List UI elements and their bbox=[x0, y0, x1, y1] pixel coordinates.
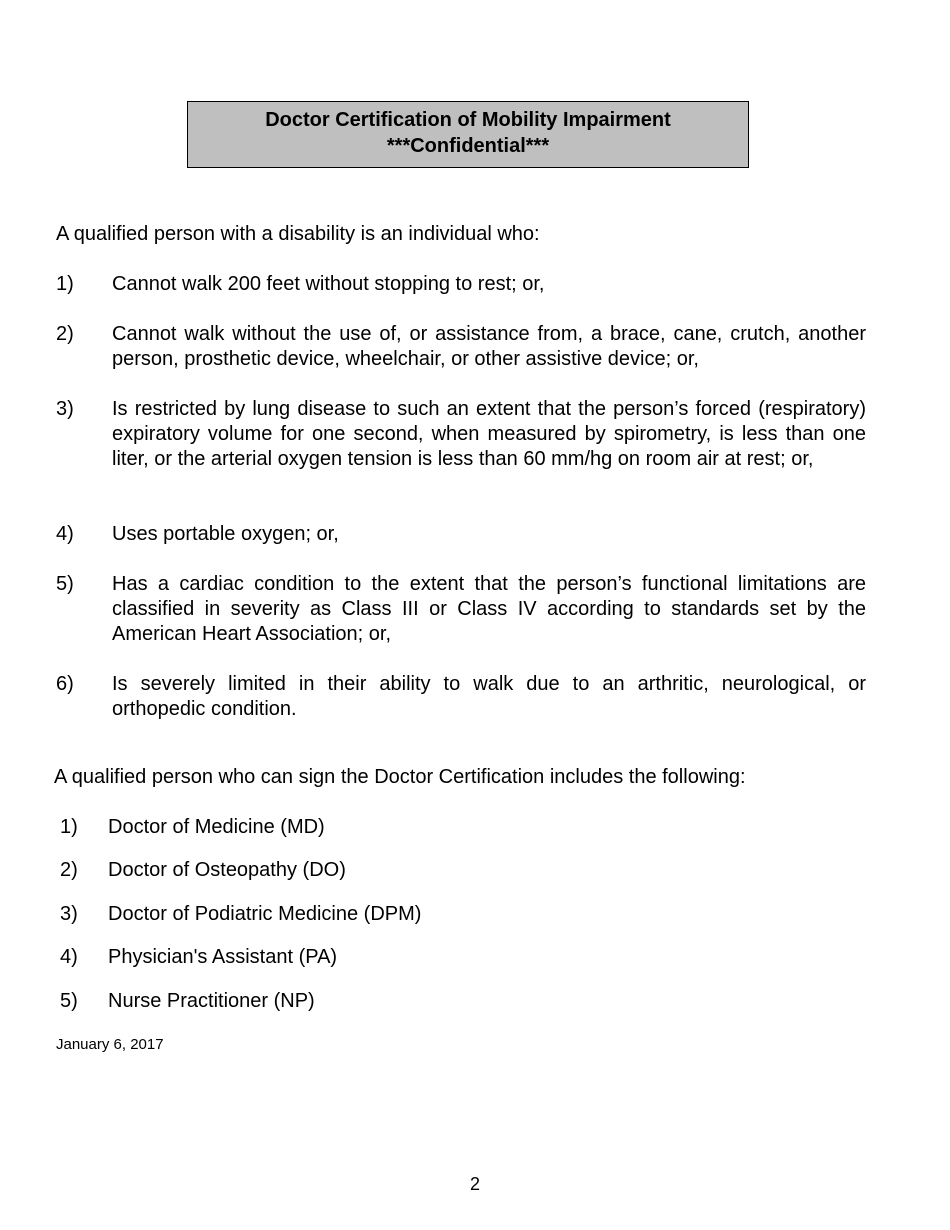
signer-list-item bbox=[60, 902, 421, 927]
signer-list-item bbox=[60, 815, 325, 840]
criteria-text: Cannot walk 200 feet without stopping to rest; or, bbox=[112, 273, 545, 295]
signer-text: Doctor of Podiatric Medicine (DPM) bbox=[108, 903, 422, 925]
criteria-text: Is restricted by lung disease to such an extent that the person’s forced (respiratory) expiratory volume for one second, when measured by spirometry, is less than one liter, or the arterial oxygen tension is less than 60 mm/hg on room air at rest; or, bbox=[112, 398, 866, 470]
criteria-number: 4) bbox=[56, 523, 74, 545]
signer-list-item bbox=[60, 945, 337, 970]
confidential-label: ***Confidential*** bbox=[386, 135, 550, 157]
criteria-number: 5) bbox=[56, 573, 74, 595]
criteria-text: Is severely limited in their ability to walk due to an arthritic, neurological, or orthopedic condition. bbox=[112, 673, 866, 720]
criteria-text: Has a cardiac condition to the extent that the person’s functional limitations are classified in severity as Class III or Class IV according to standards set by the American Heart Association; or, bbox=[112, 573, 866, 645]
signer-number: 3) bbox=[60, 903, 78, 925]
document-date: January 6, 2017 bbox=[56, 1036, 164, 1053]
criteria-text: Uses portable oxygen; or, bbox=[112, 523, 339, 545]
criteria-number: 1) bbox=[56, 273, 74, 295]
signer-number: 2) bbox=[60, 859, 78, 881]
criteria-item bbox=[56, 572, 866, 647]
signer-list-item bbox=[60, 858, 346, 883]
signer-number: 1) bbox=[60, 816, 78, 838]
signer-number: 5) bbox=[60, 990, 78, 1012]
criteria-item bbox=[56, 272, 866, 297]
criteria-item bbox=[56, 322, 866, 372]
signer-text: Nurse Practitioner (NP) bbox=[108, 990, 315, 1012]
criteria-number: 2) bbox=[56, 323, 74, 345]
criteria-item bbox=[56, 397, 866, 472]
criteria-text: Cannot walk without the use of, or assistance from, a brace, cane, crutch, another person, prosthetic device, wheelchair, or other assistive device; or, bbox=[112, 323, 866, 370]
criteria-number: 6) bbox=[56, 673, 74, 695]
criteria-number: 3) bbox=[56, 398, 74, 420]
criteria-item bbox=[56, 522, 866, 547]
signer-text: Physician's Assistant (PA) bbox=[108, 946, 338, 968]
signer-number: 4) bbox=[60, 946, 78, 968]
criteria-item bbox=[56, 672, 866, 722]
page-number: 2 bbox=[469, 1174, 480, 1194]
signer-text: Doctor of Osteopathy (DO) bbox=[108, 859, 346, 881]
document-title: Doctor Certification of Mobility Impairment bbox=[265, 109, 671, 131]
signer-list-item bbox=[60, 989, 315, 1014]
document-title-box bbox=[187, 101, 749, 168]
disability-intro: A qualified person with a disability is an individual who: bbox=[56, 223, 540, 245]
signer-text: Doctor of Medicine (MD) bbox=[108, 816, 325, 838]
signer-intro: A qualified person who can sign the Doctor Certification includes the following: bbox=[54, 766, 746, 788]
